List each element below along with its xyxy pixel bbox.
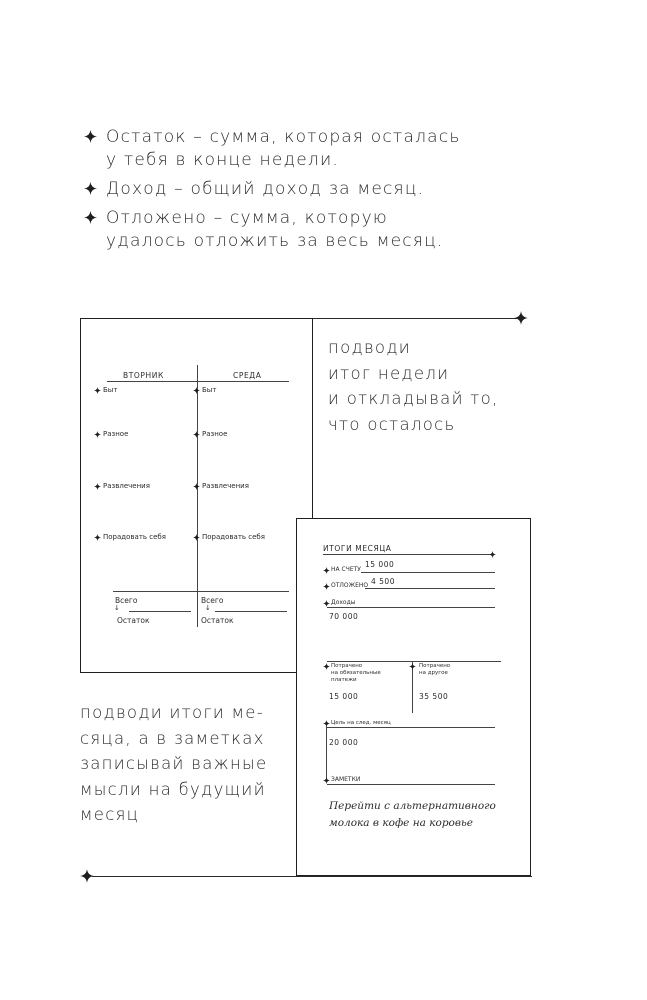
totals-line <box>113 591 289 592</box>
tip-month <box>80 700 267 828</box>
arrow-glyph: ↓ <box>114 604 120 612</box>
definition-text: у тебя в конце недели. <box>106 150 339 170</box>
saved-label: ОТЛОЖЕНО <box>331 582 369 589</box>
label-line: Потрачено <box>331 663 363 669</box>
account-value: 15 000 <box>365 560 395 569</box>
category-label: Развлечения <box>103 482 150 490</box>
label-line: Потрачено <box>419 663 451 669</box>
sparkle-icon <box>94 387 101 394</box>
account-label: НА СЧЕТУ <box>331 566 361 573</box>
sparkle-icon <box>193 387 200 394</box>
spent-required-label <box>331 663 381 684</box>
tip-line: и откладывай то, <box>328 389 499 408</box>
field-line <box>327 607 495 608</box>
sparkle-icon <box>193 534 200 541</box>
field-line <box>365 588 495 589</box>
label-line: на обязательные <box>331 670 381 676</box>
column-divider <box>197 365 198 627</box>
saved-value: 4 500 <box>371 577 395 586</box>
sparkle-icon <box>84 211 97 224</box>
total-line <box>129 611 191 612</box>
handwritten-note <box>329 798 496 832</box>
category-label: Развлечения <box>202 482 249 490</box>
sparkle-icon <box>94 431 101 438</box>
definition-text: Остаток – сумма, которая осталась <box>106 127 461 147</box>
sparkle-icon <box>84 130 97 143</box>
rest-label: Остаток <box>201 616 234 625</box>
category-label: Быт <box>103 386 118 394</box>
definition-text: удалось отложить за весь месяц. <box>106 231 444 251</box>
tip-line: подводи <box>328 338 411 357</box>
total-label: Всего <box>115 596 138 605</box>
tip-line: подводи итоги ме- <box>80 703 264 722</box>
field-line <box>327 784 495 785</box>
arrow-glyph: ↓ <box>205 604 211 612</box>
tip-line: записывай важные <box>80 754 268 773</box>
label-line: платежи <box>331 677 357 683</box>
column-header-wednesday: СРЕДА <box>233 371 262 380</box>
monthly-page-preview <box>296 518 531 876</box>
sparkle-icon <box>94 534 101 541</box>
section-line <box>327 661 501 662</box>
category-label: Разное <box>202 430 228 438</box>
spent-other-label <box>419 663 450 677</box>
category-label: Разное <box>103 430 129 438</box>
definitions-list <box>84 126 524 259</box>
field-line <box>361 572 495 573</box>
rest-label: Остаток <box>117 616 150 625</box>
category-label: Порадовать себя <box>202 533 265 541</box>
spent-other-value: 35 500 <box>419 692 449 701</box>
sparkle-icon <box>323 567 330 574</box>
definition-item-rest <box>84 126 524 172</box>
total-label: Всего <box>201 596 224 605</box>
sparkle-icon <box>323 583 330 590</box>
sparkle-icon <box>193 483 200 490</box>
monthly-title: ИТОГИ МЕСЯЦА <box>323 544 392 553</box>
category-label: Порадовать себя <box>103 533 166 541</box>
weekly-page-preview <box>80 318 313 673</box>
goal-value: 20 000 <box>329 738 359 747</box>
sparkle-icon <box>323 777 330 784</box>
definition-text: Доход – общий доход за месяц. <box>106 179 425 199</box>
label-line: на другое <box>419 670 448 676</box>
sparkle-icon <box>323 663 330 670</box>
notes-label: ЗАМЕТКИ <box>331 776 361 783</box>
category-label: Быт <box>202 386 217 394</box>
income-value: 70 000 <box>329 612 359 621</box>
definition-item-income <box>84 178 524 201</box>
sparkle-icon <box>80 869 94 883</box>
sparkle-icon <box>514 311 528 325</box>
sparkle-icon <box>489 551 496 558</box>
note-line: Перейти с альтернативного <box>329 800 496 812</box>
tip-line: что осталось <box>328 414 456 434</box>
income-label: Доходы <box>331 599 356 606</box>
spent-required-value: 15 000 <box>329 692 359 701</box>
sparkle-icon <box>323 600 330 607</box>
tip-line: месяц <box>80 805 140 824</box>
tip-line: итог недели <box>328 363 450 383</box>
note-line: молока в кофе на коровье <box>329 817 473 829</box>
header-line <box>107 381 289 382</box>
definition-item-saved <box>84 207 524 253</box>
total-line <box>215 611 287 612</box>
column-header-tuesday: ВТОРНИК <box>123 371 164 380</box>
tip-line: сяца, а в заметках <box>80 728 265 748</box>
sparkle-icon <box>193 431 200 438</box>
goal-label: Цель на след. месяц <box>331 720 391 726</box>
tip-line: мысли на будущий <box>80 779 266 799</box>
title-line <box>323 554 493 555</box>
tip-week <box>328 335 499 437</box>
frame-line-bottom <box>92 876 532 877</box>
sparkle-icon <box>94 483 101 490</box>
definition-text: Отложено – сумма, которую <box>106 208 388 228</box>
sparkle-icon <box>409 663 416 670</box>
field-line <box>327 727 495 728</box>
goal-divider <box>326 725 327 781</box>
sparkle-icon <box>84 182 97 195</box>
